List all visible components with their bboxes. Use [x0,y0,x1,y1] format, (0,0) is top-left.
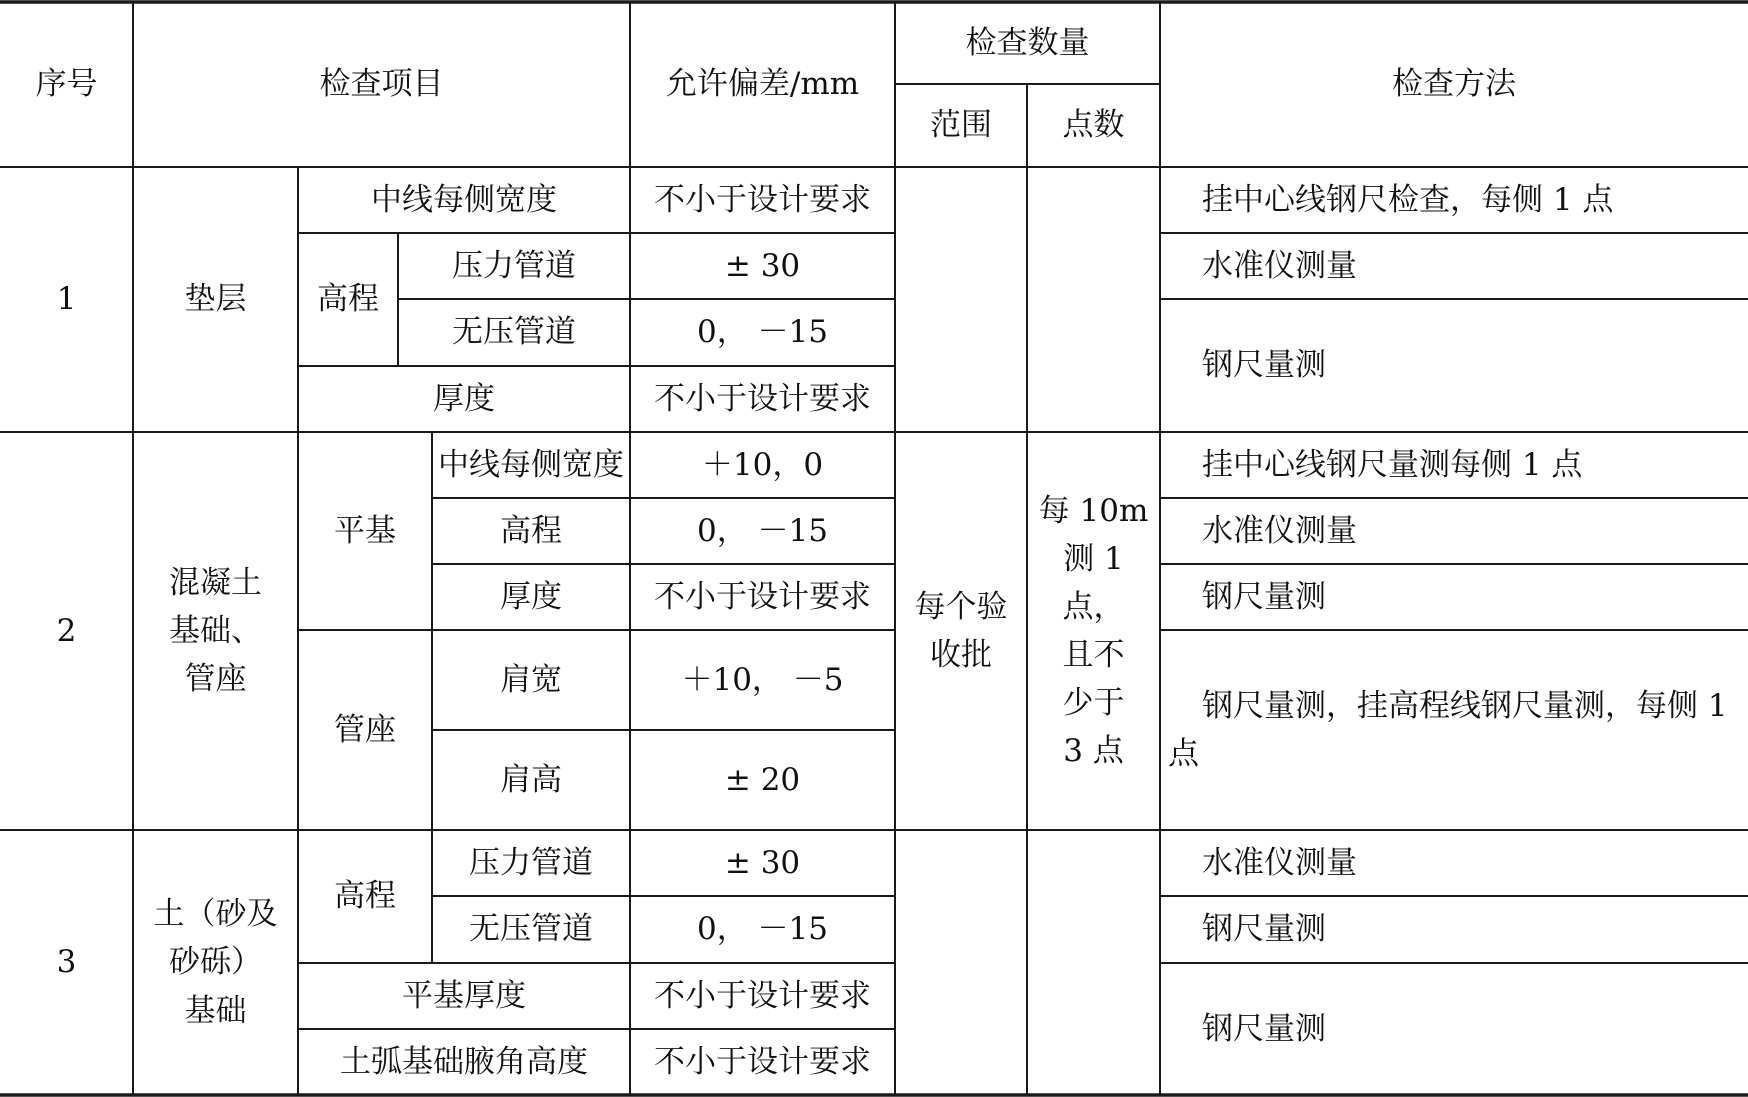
row-4-item: 厚度 [433,380,495,417]
row-12-tolerance: 不小于设计要求 [654,977,871,1014]
row-5-item: 中线每侧宽度 [438,446,624,483]
header-quantity: 检查数量 [965,24,1090,61]
row-13-tolerance: 不小于设计要求 [654,1043,871,1080]
row-11-method: 钢尺量测 [1202,911,1326,948]
group-3-seq: 3 [56,944,77,981]
row-7-item: 厚度 [500,578,562,615]
row-10-tolerance: ± 30 [724,844,801,881]
header-range: 范围 [930,107,992,144]
row-8-tolerance: ＋10， －5 [681,661,844,698]
row-10-item: 压力管道 [469,844,593,881]
row-12-item: 平基厚度 [402,977,526,1014]
header-item: 检查项目 [319,66,444,103]
shared-points: 每 10m 测 1 点， 且不 少于 3 点 [1038,492,1149,770]
header-method: 检查方法 [1392,66,1516,103]
row-6-tolerance: 0， －15 [696,512,829,549]
row-2-method: 水准仪测量 [1202,247,1357,284]
row-5-tolerance: ＋10，0 [701,446,824,483]
row-7-method: 钢尺量测 [1202,578,1326,615]
group-1-seq: 1 [56,281,77,318]
row-12-13-method: 钢尺量测 [1202,1010,1326,1047]
row-1-method: 挂中心线钢尺检查，每侧 1 点 [1202,181,1614,218]
header-tolerance: 允许偏差/mm [665,66,860,103]
header-seq: 序号 [35,66,98,103]
row-1-tolerance: 不小于设计要求 [654,181,871,218]
row-6-method: 水准仪测量 [1202,512,1357,549]
row-4-tolerance: 不小于设计要求 [654,380,871,417]
group-2-name: 混凝土 基础、 管座 [169,564,262,698]
row-2-item: 压力管道 [452,247,576,284]
row-11-tolerance: 0， －15 [696,911,829,948]
group-3-elevation-label: 高程 [334,878,396,915]
row-3-tolerance: 0， －15 [696,314,829,351]
row-8-9-method-text: 钢尺量测，挂高程线钢尺量测，每侧 1 点 [1168,687,1728,772]
row-11-item: 无压管道 [469,911,593,948]
row-8-9-method [1160,630,1748,830]
group-2-pipe-seat-label: 管座 [334,711,396,748]
row-8-item: 肩宽 [500,661,562,698]
row-10-method: 水准仪测量 [1202,844,1357,881]
group-3-name: 土（砂及 砂砾） 基础 [153,896,278,1029]
shared-range: 每个验 收批 [914,588,1008,673]
row-2-tolerance: ± 30 [724,247,801,284]
row-5-method: 挂中心线钢尺量测每侧 1 点 [1202,446,1583,483]
row-13-item: 土弧基础腋角高度 [340,1043,588,1080]
row-9-tolerance: ± 20 [724,761,801,798]
group-1-name: 垫层 [184,281,247,318]
group-2-flat-base-label: 平基 [334,512,396,549]
row-1-item: 中线每侧宽度 [371,181,557,218]
row-9-item: 肩高 [500,761,562,798]
row-7-tolerance: 不小于设计要求 [654,578,871,615]
header-points: 点数 [1062,107,1125,144]
row-3-item: 无压管道 [452,314,576,351]
group-2-seq: 2 [56,612,77,649]
row-3-4-method: 钢尺量测 [1202,347,1326,384]
group-1-elevation-label: 高程 [317,281,379,318]
row-6-item: 高程 [500,512,562,549]
